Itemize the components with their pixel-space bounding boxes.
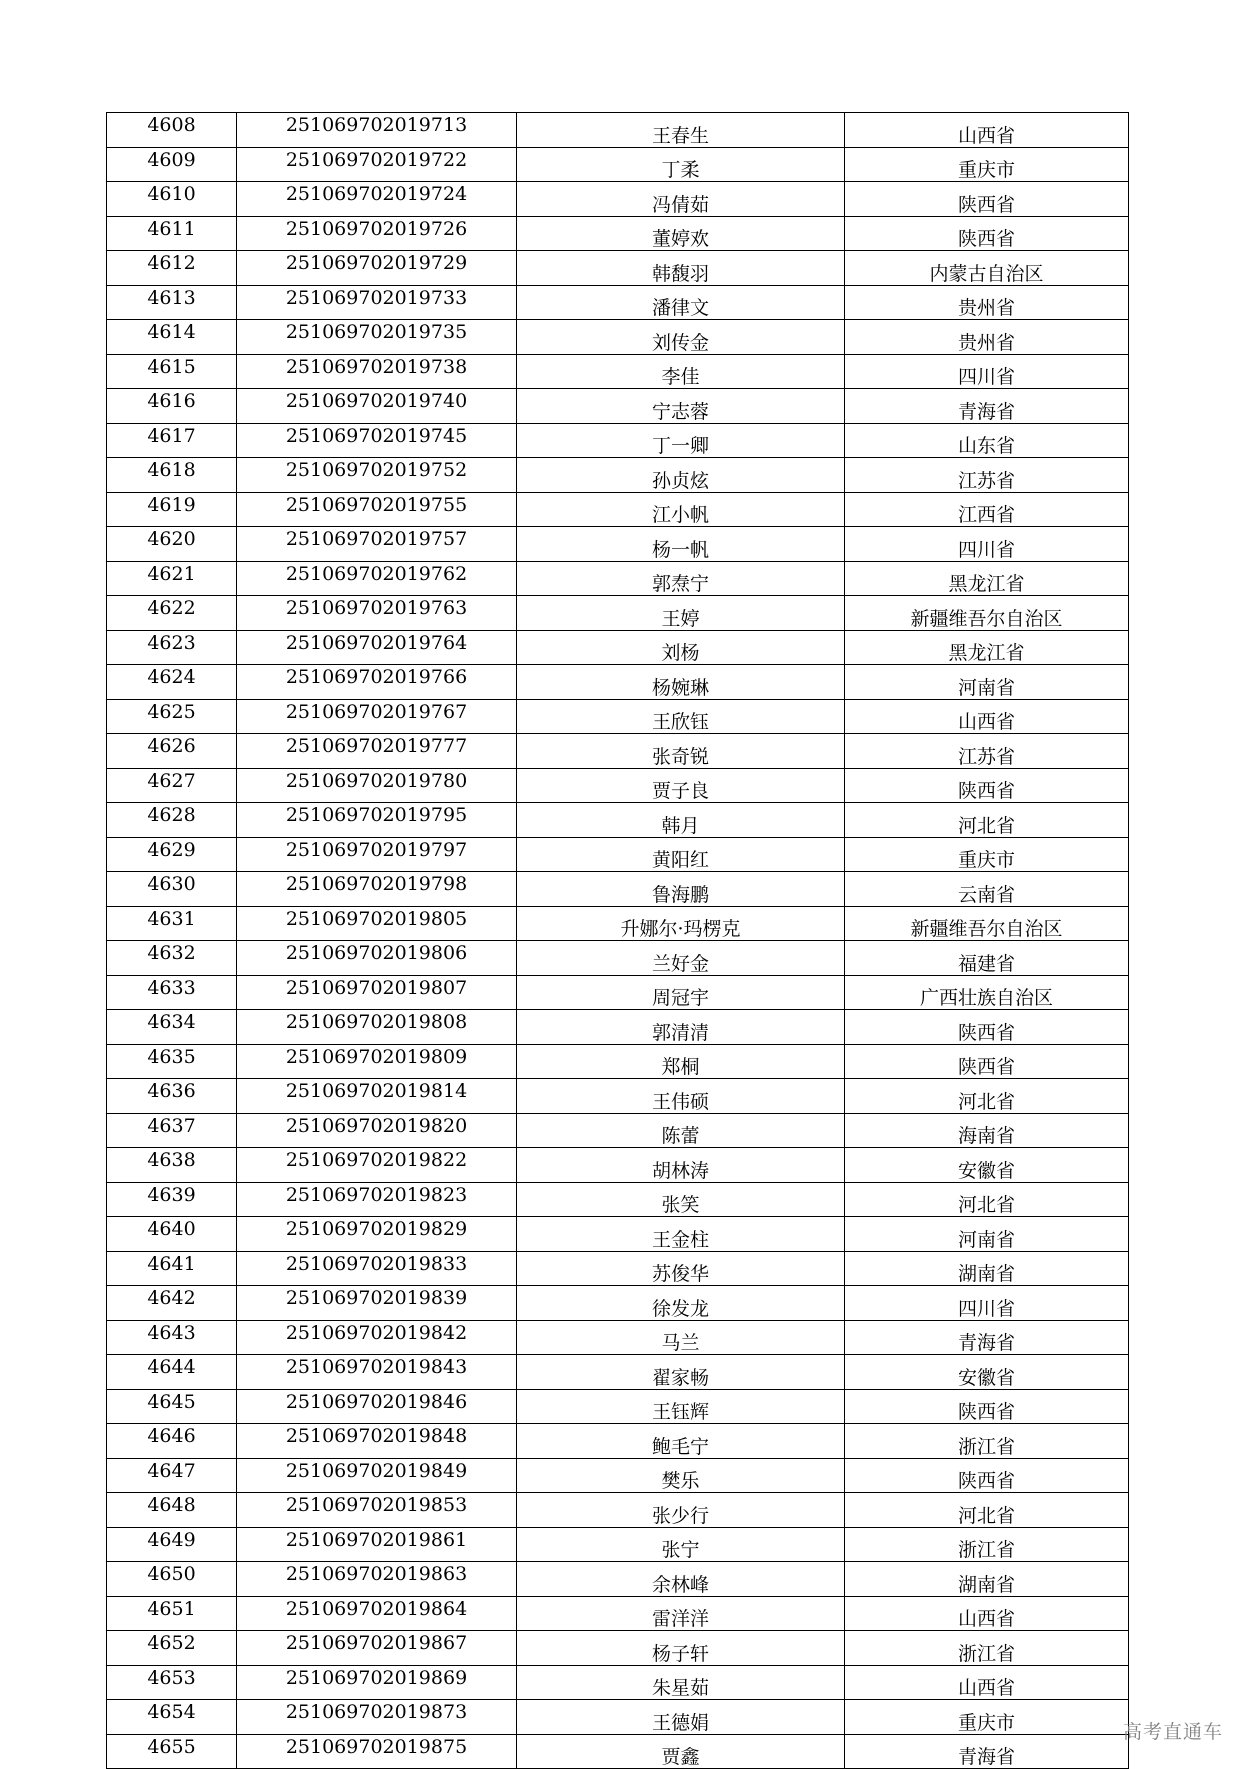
row-number-cell: 4613 (107, 285, 237, 320)
candidate-name-cell: 朱星茹 (517, 1665, 845, 1700)
candidate-id-cell: 251069702019822 (237, 1148, 517, 1183)
candidate-id-cell: 251069702019767 (237, 699, 517, 734)
candidate-name-cell: 翟家畅 (517, 1355, 845, 1390)
table-row (107, 354, 1129, 389)
row-number-cell: 4640 (107, 1217, 237, 1252)
candidate-id-cell: 251069702019869 (237, 1665, 517, 1700)
candidate-name-cell: 王钰辉 (517, 1389, 845, 1424)
province-cell: 青海省 (845, 1734, 1129, 1769)
row-number-cell: 4652 (107, 1631, 237, 1666)
table-row (107, 285, 1129, 320)
candidate-name-cell: 郑桐 (517, 1044, 845, 1079)
table-row (107, 1424, 1129, 1459)
row-number-cell: 4638 (107, 1148, 237, 1183)
row-number-cell: 4644 (107, 1355, 237, 1390)
candidate-id-cell: 251069702019755 (237, 492, 517, 527)
candidate-id-cell: 251069702019839 (237, 1286, 517, 1321)
province-cell: 黑龙江省 (845, 630, 1129, 665)
candidate-name-cell: 贾子良 (517, 768, 845, 803)
table-row (107, 1010, 1129, 1045)
candidate-name-cell: 张笑 (517, 1182, 845, 1217)
candidate-id-cell: 251069702019823 (237, 1182, 517, 1217)
candidate-name-cell: 张宁 (517, 1527, 845, 1562)
province-cell: 青海省 (845, 1320, 1129, 1355)
row-number-cell: 4650 (107, 1562, 237, 1597)
table-row (107, 1286, 1129, 1321)
province-cell: 安徽省 (845, 1148, 1129, 1183)
row-number-cell: 4654 (107, 1700, 237, 1735)
candidate-id-cell: 251069702019805 (237, 906, 517, 941)
candidate-name-cell: 刘杨 (517, 630, 845, 665)
province-cell: 山西省 (845, 1596, 1129, 1631)
table-row (107, 1113, 1129, 1148)
row-number-cell: 4620 (107, 527, 237, 562)
candidate-id-cell: 251069702019780 (237, 768, 517, 803)
candidate-id-cell: 251069702019848 (237, 1424, 517, 1459)
province-cell: 重庆市 (845, 837, 1129, 872)
candidate-id-cell: 251069702019798 (237, 872, 517, 907)
candidate-id-cell: 251069702019713 (237, 113, 517, 148)
candidate-id-cell: 251069702019829 (237, 1217, 517, 1252)
row-number-cell: 4647 (107, 1458, 237, 1493)
row-number-cell: 4651 (107, 1596, 237, 1631)
province-cell: 山西省 (845, 1665, 1129, 1700)
table-row (107, 1148, 1129, 1183)
province-cell: 新疆维吾尔自治区 (845, 596, 1129, 631)
row-number-cell: 4621 (107, 561, 237, 596)
row-number-cell: 4648 (107, 1493, 237, 1528)
row-number-cell: 4617 (107, 423, 237, 458)
candidate-id-cell: 251069702019735 (237, 320, 517, 355)
row-number-cell: 4623 (107, 630, 237, 665)
table-row (107, 1700, 1129, 1735)
row-number-cell: 4639 (107, 1182, 237, 1217)
candidate-id-cell: 251069702019820 (237, 1113, 517, 1148)
candidate-id-cell: 251069702019873 (237, 1700, 517, 1735)
candidate-id-cell: 251069702019795 (237, 803, 517, 838)
candidate-name-cell: 李佳 (517, 354, 845, 389)
table-row (107, 1079, 1129, 1114)
table-row (107, 734, 1129, 769)
table-row (107, 1044, 1129, 1079)
row-number-cell: 4611 (107, 216, 237, 251)
candidate-name-cell: 周冠宇 (517, 975, 845, 1010)
row-number-cell: 4614 (107, 320, 237, 355)
candidate-name-cell: 韩月 (517, 803, 845, 838)
candidate-id-cell: 251069702019762 (237, 561, 517, 596)
roster-table-body (107, 113, 1129, 1769)
province-cell: 河南省 (845, 665, 1129, 700)
province-cell: 福建省 (845, 941, 1129, 976)
province-cell: 江西省 (845, 492, 1129, 527)
row-number-cell: 4628 (107, 803, 237, 838)
candidate-name-cell: 杨一帆 (517, 527, 845, 562)
candidate-name-cell: 兰好金 (517, 941, 845, 976)
row-number-cell: 4642 (107, 1286, 237, 1321)
row-number-cell: 4635 (107, 1044, 237, 1079)
candidate-id-cell: 251069702019752 (237, 458, 517, 493)
province-cell: 山东省 (845, 423, 1129, 458)
province-cell: 湖南省 (845, 1562, 1129, 1597)
province-cell: 四川省 (845, 527, 1129, 562)
row-number-cell: 4646 (107, 1424, 237, 1459)
row-number-cell: 4636 (107, 1079, 237, 1114)
province-cell: 广西壮族自治区 (845, 975, 1129, 1010)
candidate-id-cell: 251069702019745 (237, 423, 517, 458)
row-number-cell: 4622 (107, 596, 237, 631)
table-row (107, 768, 1129, 803)
table-row (107, 320, 1129, 355)
row-number-cell: 4633 (107, 975, 237, 1010)
province-cell: 重庆市 (845, 1700, 1129, 1735)
candidate-name-cell: 杨子轩 (517, 1631, 845, 1666)
province-cell: 湖南省 (845, 1251, 1129, 1286)
table-row (107, 906, 1129, 941)
row-number-cell: 4616 (107, 389, 237, 424)
candidate-name-cell: 徐发龙 (517, 1286, 845, 1321)
table-row (107, 527, 1129, 562)
province-cell: 河北省 (845, 803, 1129, 838)
candidate-id-cell: 251069702019722 (237, 147, 517, 182)
candidate-name-cell: 余林峰 (517, 1562, 845, 1597)
table-row (107, 423, 1129, 458)
candidate-id-cell: 251069702019763 (237, 596, 517, 631)
table-row (107, 975, 1129, 1010)
candidate-name-cell: 丁一卿 (517, 423, 845, 458)
candidate-id-cell: 251069702019766 (237, 665, 517, 700)
row-number-cell: 4643 (107, 1320, 237, 1355)
candidate-name-cell: 杨婉琳 (517, 665, 845, 700)
candidate-id-cell: 251069702019764 (237, 630, 517, 665)
row-number-cell: 4645 (107, 1389, 237, 1424)
candidate-id-cell: 251069702019733 (237, 285, 517, 320)
table-row (107, 1493, 1129, 1528)
table-row (107, 1389, 1129, 1424)
candidate-id-cell: 251069702019867 (237, 1631, 517, 1666)
province-cell: 陕西省 (845, 1044, 1129, 1079)
province-cell: 四川省 (845, 354, 1129, 389)
candidate-id-cell: 251069702019864 (237, 1596, 517, 1631)
candidate-name-cell: 鲁海鹏 (517, 872, 845, 907)
province-cell: 贵州省 (845, 320, 1129, 355)
row-number-cell: 4615 (107, 354, 237, 389)
table-row (107, 699, 1129, 734)
province-cell: 河北省 (845, 1493, 1129, 1528)
candidate-id-cell: 251069702019875 (237, 1734, 517, 1769)
candidate-name-cell: 刘传金 (517, 320, 845, 355)
table-row (107, 1527, 1129, 1562)
province-cell: 陕西省 (845, 1389, 1129, 1424)
province-cell: 黑龙江省 (845, 561, 1129, 596)
candidate-name-cell: 郭清清 (517, 1010, 845, 1045)
table-row (107, 1562, 1129, 1597)
candidate-id-cell: 251069702019807 (237, 975, 517, 1010)
table-row (107, 216, 1129, 251)
table-row (107, 492, 1129, 527)
candidate-id-cell: 251069702019806 (237, 941, 517, 976)
candidate-id-cell: 251069702019808 (237, 1010, 517, 1045)
province-cell: 陕西省 (845, 182, 1129, 217)
table-row (107, 872, 1129, 907)
province-cell: 浙江省 (845, 1631, 1129, 1666)
table-row (107, 837, 1129, 872)
table-row (107, 182, 1129, 217)
table-row (107, 1320, 1129, 1355)
province-cell: 陕西省 (845, 1458, 1129, 1493)
table-row (107, 630, 1129, 665)
candidate-name-cell: 潘律文 (517, 285, 845, 320)
candidate-id-cell: 251069702019740 (237, 389, 517, 424)
candidate-id-cell: 251069702019853 (237, 1493, 517, 1528)
row-number-cell: 4612 (107, 251, 237, 286)
candidate-name-cell: 王欣钰 (517, 699, 845, 734)
table-row (107, 1355, 1129, 1390)
candidate-name-cell: 鲍毛宁 (517, 1424, 845, 1459)
candidate-name-cell: 王春生 (517, 113, 845, 148)
table-row (107, 561, 1129, 596)
province-cell: 浙江省 (845, 1424, 1129, 1459)
row-number-cell: 4619 (107, 492, 237, 527)
table-row (107, 665, 1129, 700)
candidate-id-cell: 251069702019849 (237, 1458, 517, 1493)
candidate-id-cell: 251069702019726 (237, 216, 517, 251)
candidate-id-cell: 251069702019846 (237, 1389, 517, 1424)
row-number-cell: 4631 (107, 906, 237, 941)
table-row (107, 941, 1129, 976)
candidate-id-cell: 251069702019842 (237, 1320, 517, 1355)
candidate-id-cell: 251069702019729 (237, 251, 517, 286)
province-cell: 云南省 (845, 872, 1129, 907)
candidate-name-cell: 升娜尔·玛楞克 (517, 906, 845, 941)
province-cell: 贵州省 (845, 285, 1129, 320)
candidate-id-cell: 251069702019757 (237, 527, 517, 562)
row-number-cell: 4634 (107, 1010, 237, 1045)
candidate-name-cell: 张奇锐 (517, 734, 845, 769)
candidate-name-cell: 陈蕾 (517, 1113, 845, 1148)
candidate-name-cell: 丁柔 (517, 147, 845, 182)
table-row (107, 1458, 1129, 1493)
candidate-name-cell: 雷洋洋 (517, 1596, 845, 1631)
table-row (107, 1596, 1129, 1631)
row-number-cell: 4608 (107, 113, 237, 148)
candidate-id-cell: 251069702019724 (237, 182, 517, 217)
candidate-name-cell: 宁志蓉 (517, 389, 845, 424)
table-row (107, 251, 1129, 286)
candidate-name-cell: 韩馥羽 (517, 251, 845, 286)
province-cell: 江苏省 (845, 458, 1129, 493)
candidate-name-cell: 郭焘宁 (517, 561, 845, 596)
row-number-cell: 4626 (107, 734, 237, 769)
table-row (107, 1734, 1129, 1769)
row-number-cell: 4627 (107, 768, 237, 803)
roster-table (106, 112, 1129, 1769)
row-number-cell: 4618 (107, 458, 237, 493)
candidate-name-cell: 马兰 (517, 1320, 845, 1355)
row-number-cell: 4632 (107, 941, 237, 976)
row-number-cell: 4629 (107, 837, 237, 872)
row-number-cell: 4637 (107, 1113, 237, 1148)
province-cell: 河北省 (845, 1079, 1129, 1114)
province-cell: 河北省 (845, 1182, 1129, 1217)
candidate-id-cell: 251069702019833 (237, 1251, 517, 1286)
province-cell: 江苏省 (845, 734, 1129, 769)
candidate-name-cell: 张少行 (517, 1493, 845, 1528)
province-cell: 海南省 (845, 1113, 1129, 1148)
candidate-id-cell: 251069702019843 (237, 1355, 517, 1390)
row-number-cell: 4649 (107, 1527, 237, 1562)
candidate-id-cell: 251069702019863 (237, 1562, 517, 1597)
candidate-name-cell: 胡林涛 (517, 1148, 845, 1183)
row-number-cell: 4609 (107, 147, 237, 182)
candidate-name-cell: 王婷 (517, 596, 845, 631)
province-cell: 陕西省 (845, 1010, 1129, 1045)
candidate-id-cell: 251069702019777 (237, 734, 517, 769)
table-row (107, 147, 1129, 182)
province-cell: 内蒙古自治区 (845, 251, 1129, 286)
province-cell: 新疆维吾尔自治区 (845, 906, 1129, 941)
province-cell: 陕西省 (845, 768, 1129, 803)
province-cell: 浙江省 (845, 1527, 1129, 1562)
table-row (107, 458, 1129, 493)
table-row (107, 1631, 1129, 1666)
table-row (107, 1182, 1129, 1217)
candidate-name-cell: 江小帆 (517, 492, 845, 527)
candidate-name-cell: 董婷欢 (517, 216, 845, 251)
row-number-cell: 4630 (107, 872, 237, 907)
candidate-name-cell: 樊乐 (517, 1458, 845, 1493)
province-cell: 山西省 (845, 113, 1129, 148)
candidate-id-cell: 251069702019809 (237, 1044, 517, 1079)
table-row (107, 1251, 1129, 1286)
province-cell: 陕西省 (845, 216, 1129, 251)
table-row (107, 1217, 1129, 1252)
table-row (107, 113, 1129, 148)
candidate-id-cell: 251069702019814 (237, 1079, 517, 1114)
candidate-id-cell: 251069702019738 (237, 354, 517, 389)
candidate-name-cell: 王伟硕 (517, 1079, 845, 1114)
table-row (107, 1665, 1129, 1700)
candidate-name-cell: 王金柱 (517, 1217, 845, 1252)
candidate-id-cell: 251069702019861 (237, 1527, 517, 1562)
row-number-cell: 4624 (107, 665, 237, 700)
candidate-name-cell: 苏俊华 (517, 1251, 845, 1286)
watermark-text: 高考直通车 (1122, 1721, 1223, 1743)
row-number-cell: 4653 (107, 1665, 237, 1700)
table-row (107, 389, 1129, 424)
candidate-name-cell: 贾鑫 (517, 1734, 845, 1769)
province-cell: 山西省 (845, 699, 1129, 734)
table-row (107, 596, 1129, 631)
row-number-cell: 4610 (107, 182, 237, 217)
province-cell: 重庆市 (845, 147, 1129, 182)
province-cell: 青海省 (845, 389, 1129, 424)
candidate-name-cell: 王德娟 (517, 1700, 845, 1735)
row-number-cell: 4641 (107, 1251, 237, 1286)
candidate-id-cell: 251069702019797 (237, 837, 517, 872)
row-number-cell: 4655 (107, 1734, 237, 1769)
province-cell: 河南省 (845, 1217, 1129, 1252)
candidate-name-cell: 黄阳红 (517, 837, 845, 872)
province-cell: 四川省 (845, 1286, 1129, 1321)
candidate-name-cell: 冯倩茹 (517, 182, 845, 217)
province-cell: 安徽省 (845, 1355, 1129, 1390)
candidate-name-cell: 孙贞炫 (517, 458, 845, 493)
row-number-cell: 4625 (107, 699, 237, 734)
table-row (107, 803, 1129, 838)
